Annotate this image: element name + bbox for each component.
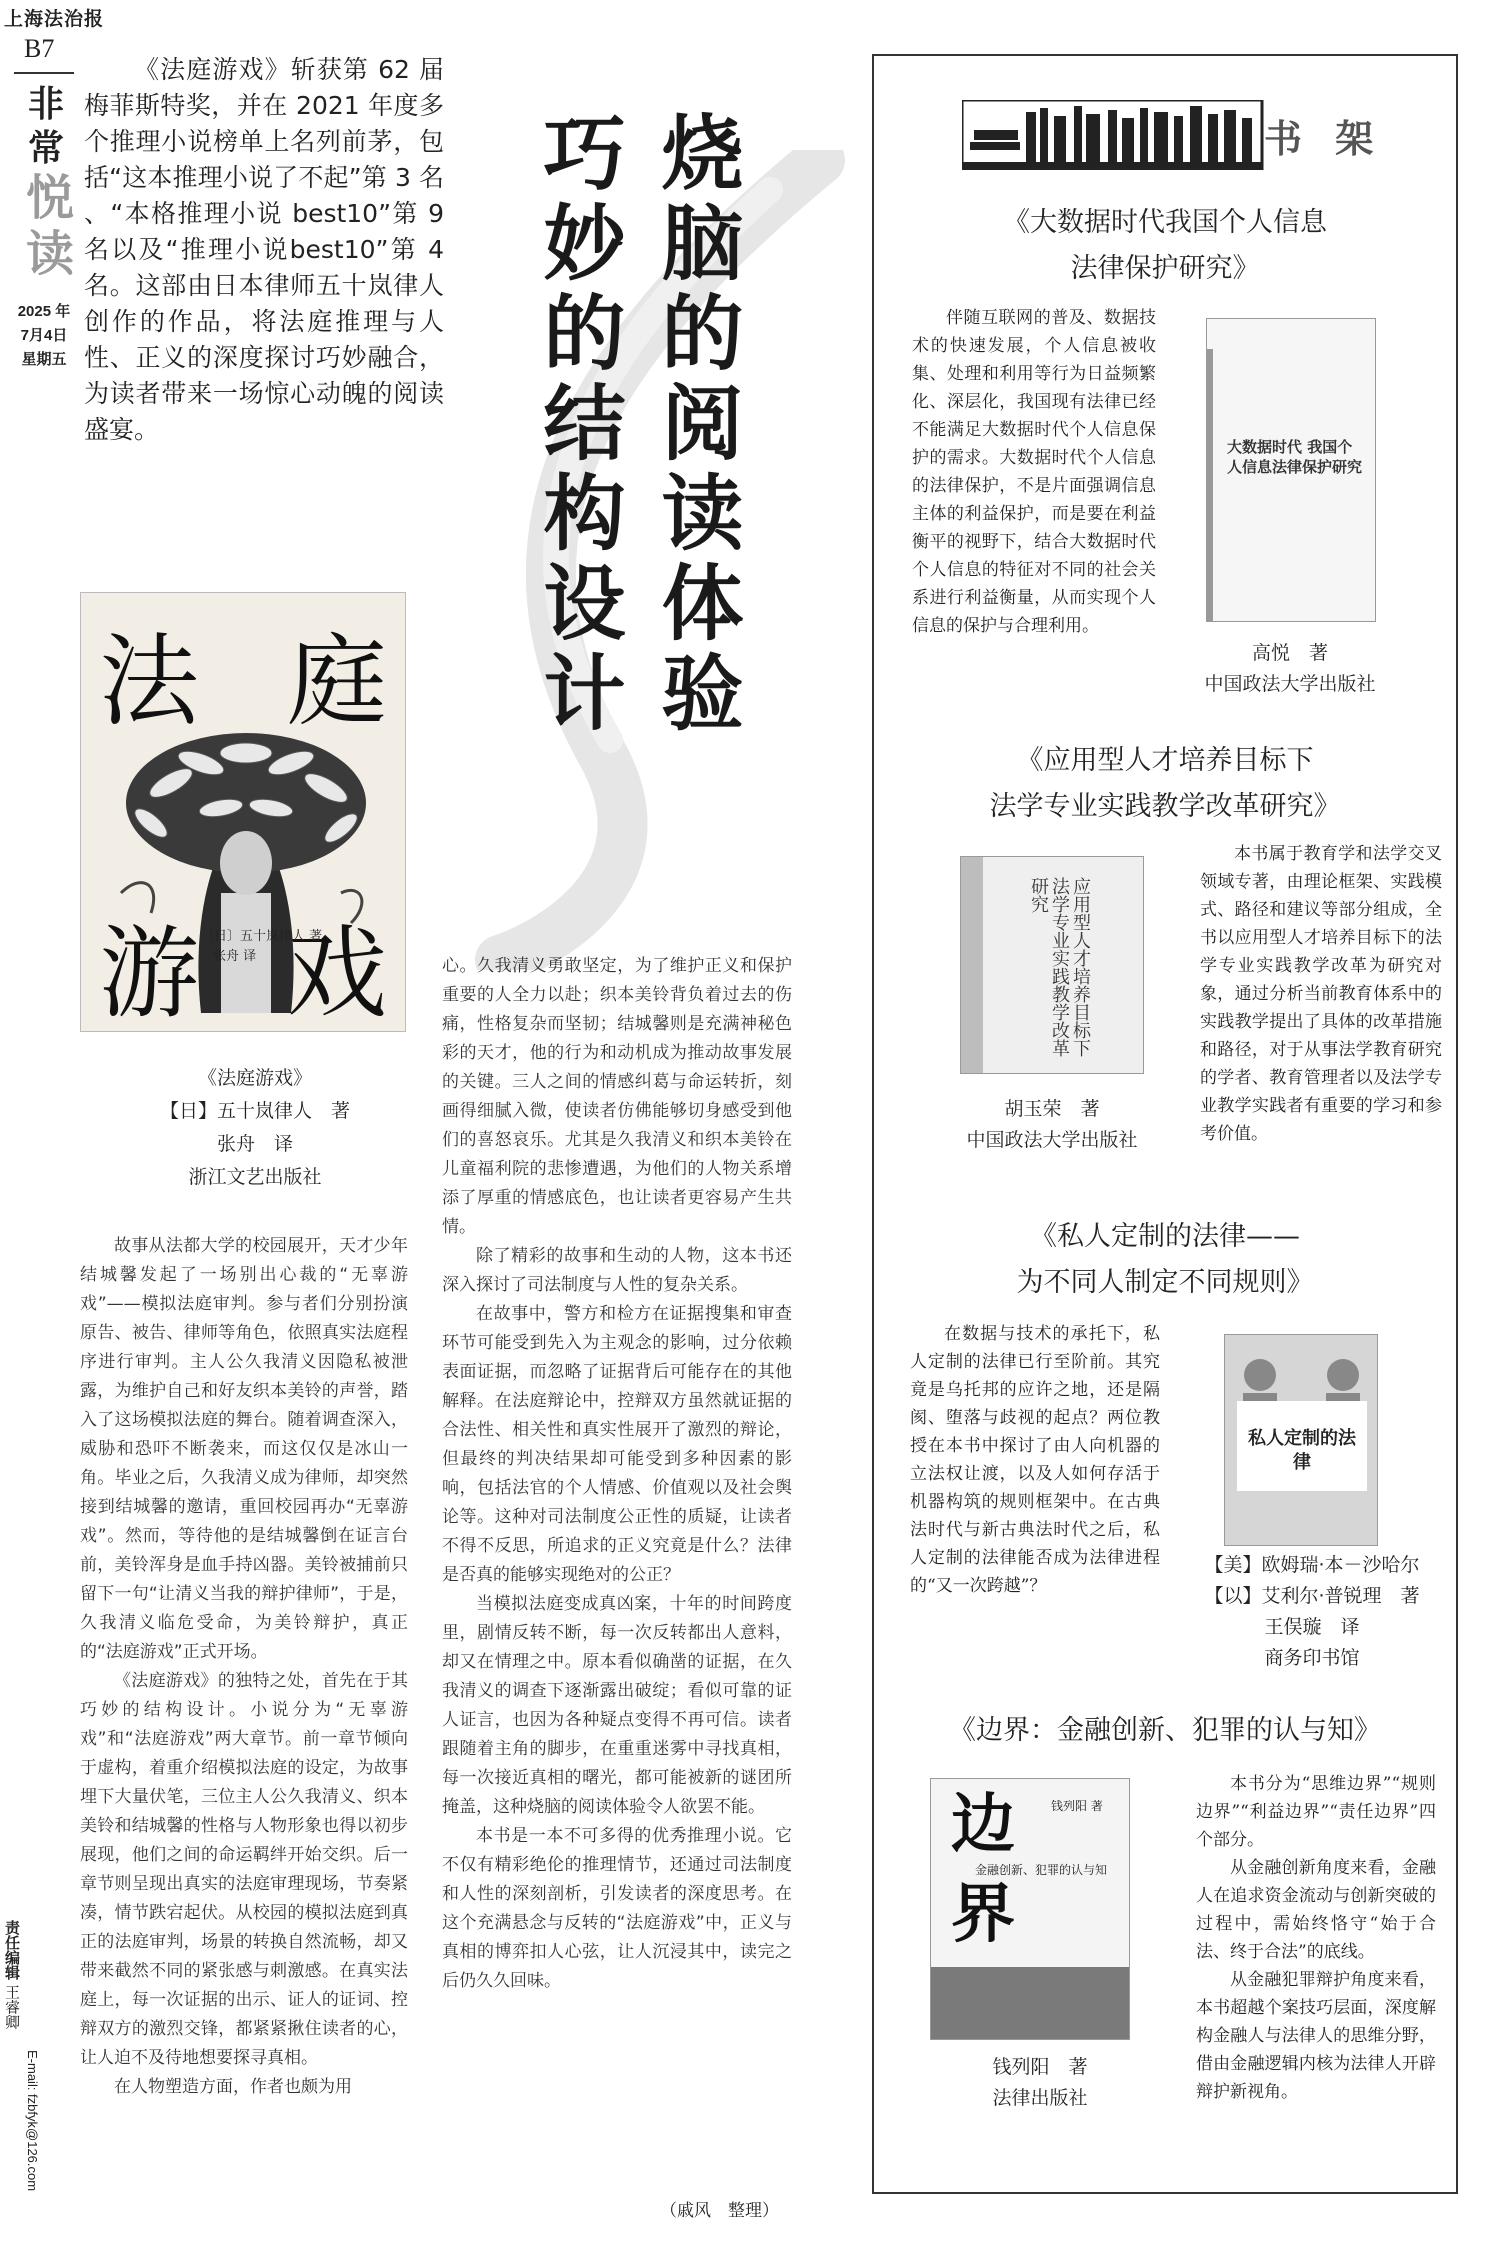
book-3-title — [900, 1214, 1430, 1306]
rail-divider — [14, 72, 74, 74]
cover-author: 〔日〕五十岚律人 著 — [201, 929, 323, 944]
book-1-title — [900, 200, 1430, 292]
book-2-author: 胡玉荣 著 — [1004, 1098, 1100, 1120]
book-1-cover — [1206, 318, 1376, 622]
paragraph: 伴随互联网的普及、数据技术的快速发展，个人信息被收集、处理和利用等行为日益频繁化、深层化，我国现有法律已经不能满足大数据时代个人信息保护的需求。大数据时代个人信息的法律保护，不是片面强调信息主体的利益保护，而是要在利益衡平的视野下，结合大数据时代个人信息的特征对不同的社会关系进行利益衡量，从而实现个人信息的保护与合理利用。 — [912, 308, 1156, 636]
date-year: 2025 年 — [17, 303, 71, 320]
section-char: 非 — [27, 83, 64, 125]
book-3-publisher: 商务印书馆 — [1264, 1647, 1360, 1669]
book-1-meta — [1170, 638, 1410, 700]
book-cover-court-game — [80, 592, 406, 1032]
book-2-publisher: 中国政法大学出版社 — [966, 1129, 1138, 1151]
book-4-cover-author: 钱列阳 著 — [1051, 1799, 1103, 1813]
main-book-translator: 张舟 译 — [216, 1133, 293, 1155]
book-1-author: 高悦 著 — [1251, 642, 1328, 664]
paragraph: 在数据与技术的承托下，私人定制的法律已行至阶前。其究竟是乌托邦的应许之地，还是隔阂、堕落与歧视的起点？两位教授在本书中探讨了由人向机器的立法权让渡，以及人如何存活于机器构筑的规则框架中。在古典法时代与新古典法时代之后，私人定制的法律能否成为法律进程的“又一次跨越”？ — [910, 1324, 1160, 1596]
section-char: 常 — [27, 127, 64, 169]
headline-line-1: 烧脑的阅读体验 — [648, 110, 744, 740]
article-intro: 《法庭游戏》斩获第 62 届梅菲斯特奖，并在 2021 年度多个推理小说榜单上名列前茅，包括“这本推理小说了不起”第 3 名 、“本格推理小说 best10”第 9 名以及“推理小说best10”第 4 名。这部由日本律师五十岚律人创作的作品，将法庭推理与人性、正义的深度探讨巧妙融合，为读者带来一场惊心动魄的阅读盛宴。 — [84, 55, 444, 444]
book-2-cover-text: 应用型人才培养目标下 法学专业实践教学改革研究 — [1028, 877, 1091, 1057]
paragraph: 本书属于教育学和法学交叉领域专著，由理论框架、实践模式、路径和建议等部分组成，全书以应用型人才培养目标下的法学专业实践教学改革为研究对象，通过分析当前教育体系中的实践教学提出了具体的改革措施和路径，对于从事法学教育研究的学者、教育管理者以及法学专业教学实践者有重要的学习和参考价值。 — [1200, 844, 1442, 1144]
paragraph: 当模拟法庭变成真凶案，十年的时间跨度里，剧情反转不断，每一次反转都出人意料，却又在情理之中。原本看似确凿的证据，在久我清义的调查下逐渐露出破绽；看似可靠的证人证言，也因为各种疑点变得不再可信。读者跟随着主角的脚步，在重重迷雾中寻找真相，每一次接近真相的曙光，都可能被新的谜团所掩盖，这种烧脑的阅读体验令人欲罢不能。 — [442, 1594, 792, 1817]
book-4-cover-big: 边 — [951, 1787, 1015, 1862]
book-3-meta — [1174, 1550, 1450, 1674]
issue-date — [14, 300, 74, 372]
cover-title-char: 法 — [99, 623, 199, 740]
book-4-author: 钱列阳 著 — [992, 2056, 1088, 2078]
paragraph: 本书是一本不可多得的优秀推理小说。它不仅有精彩绝伦的推理情节，还通过司法制度和人性的深刻剖析，引发读者的深度思考。在这个充满悬念与反转的“法庭游戏”中，正义与真相的博弈扣人心弦，让人沉浸其中，读完之后仍久久回味。 — [442, 1826, 792, 1991]
main-book-author: 【日】五十岚律人 著 — [159, 1100, 350, 1122]
book-2-title-line: 法学专业实践教学改革研究》 — [989, 791, 1341, 822]
book-3-title-line: 为不同人制定不同规则》 — [1016, 1267, 1314, 1298]
paragraph: 在人物塑造方面，作者也颇为用 — [114, 2077, 352, 2097]
cover-title-char: 游 — [99, 915, 199, 1032]
headline-line-2: 巧妙的结构设计 — [530, 110, 626, 740]
book-4-meta — [920, 2052, 1160, 2114]
book-3-cover — [1224, 1334, 1378, 1546]
editor-email: E-mail: fzbfyk@126.com — [25, 2050, 40, 2192]
book-4-title-line: 《边界：金融创新、犯罪的认与知》 — [949, 1715, 1381, 1746]
book-1-title-line: 法律保护研究》 — [1070, 253, 1260, 284]
book-4-publisher: 法律出版社 — [992, 2087, 1088, 2109]
book-4-cover — [930, 1778, 1130, 2040]
main-book-info — [100, 1062, 410, 1194]
section-char: 悦 — [26, 170, 75, 226]
book-3-description — [910, 1320, 1160, 1600]
page-number: B7 — [24, 34, 55, 63]
date-weekday: 星期五 — [21, 351, 67, 368]
editor-name: 王睿卿 — [3, 1984, 20, 2030]
paragraph: 心。久我清义勇敢坚定，为了维护正义和保护重要的人全力以赴；织本美铃背负着过去的伤痛，性格复杂而坚韧；结城馨则是充满神秘色彩的天才，他的行为和动机成为推动故事发展的关键。三人之间的情感纠葛与命运转折，刻画得细腻入微，使读者仿佛能够切身感受到他们的喜怒哀乐。尤其是久我清义和织本美铃在儿童福利院的悲惨遭遇，为他们的人物关系增添了厚重的情感底色，也让读者更容易产生共情。 — [442, 956, 792, 1237]
book-4-description — [1196, 1770, 1436, 2106]
book-2-description — [1200, 840, 1442, 1148]
article-body-column-1 — [80, 1232, 408, 2102]
article-body-column-2 — [442, 952, 792, 1996]
book-4-cover-subtitle: 金融创新、犯罪的认与知 — [974, 1863, 1107, 1877]
cover-translator: 张舟 译 — [213, 949, 257, 964]
book-3-title-line: 《私人定制的法律—— — [1030, 1221, 1300, 1252]
book-2-meta — [930, 1094, 1174, 1156]
paragraph: 《法庭游戏》的独特之处，首先在于其巧妙的结构设计。小说分为“无辜游戏”和“法庭游戏”两大章节。前一章节倾向于虚构，着重介绍模拟法庭的设定，为故事埋下大量伏笔，三位主人公久我清义、织本美铃和结城馨的性格与人物形象也得以初步展现，他们之间的命运羁绊开始交织。后一章节则呈现出真实的法庭审理现场，节奏紧凑，情节跌宕起伏。从校园的模拟法庭到真正的法庭审判，场景的转换自然流畅，却又带来截然不同的紧张感与刺激感。在真实法庭上，每一次证据的出示、证人的证词、控辩双方的激烈交锋，都紧紧揪住读者的心，让人迫不及待地想要探寻真相。 — [80, 1671, 408, 2068]
paragraph: 除了精彩的故事和生动的人物，这本书还深入探讨了司法制度与人性的复杂关系。 — [442, 1246, 792, 1295]
book-1-title-line: 《大数据时代我国个人信息 — [1003, 207, 1327, 238]
editor-credit — [0, 1920, 22, 2029]
date-day: 7月4日 — [20, 327, 68, 344]
cover-title-char: 戏 — [287, 915, 387, 1032]
book-1-publisher: 中国政法大学出版社 — [1204, 673, 1376, 695]
bookshelf-label: 书 架 — [1264, 116, 1384, 161]
paragraph: 从金融犯罪辩护角度来看，本书超越个案技巧层面，深度解构金融人与法律人的思维分野，借由金融逻辑内核为法律人开辟辩护新视角。 — [1196, 1970, 1436, 2102]
paragraph: 本书分为“思维边界”“规则边界”“利益边界”“责任边界”四个部分。 — [1196, 1774, 1436, 1850]
book-2-title-line: 《应用型人才培养目标下 — [1016, 745, 1314, 776]
editor-label: 责任编辑 — [3, 1920, 20, 1980]
book-4-cover-big: 界 — [951, 1877, 1015, 1952]
book-4-title — [900, 1708, 1430, 1754]
book-1-cover-text: 大数据时代 我国个人信息法律保护研究 — [1227, 438, 1363, 476]
section-char: 读 — [26, 226, 75, 282]
book-2-title — [900, 738, 1430, 830]
book-3-author: 【美】欧姆瑞·本－沙哈尔 — [1204, 1554, 1420, 1576]
book-2-cover — [960, 856, 1144, 1074]
book-3-author: 【以】艾利尔·普锐理 著 — [1204, 1585, 1420, 1607]
book-3-translator: 王俣璇 译 — [1264, 1616, 1360, 1638]
paragraph: 从金融创新角度来看，金融人在追求资金流动与创新突破的过程中，需始终恪守“始于合法、终于合法”的底线。 — [1196, 1858, 1436, 1962]
paragraph: 故事从法都大学的校园展开，天才少年结城馨发起了一场别出心裁的“无辜游戏”——模拟法庭审判。参与者们分别扮演原告、被告、律师等角色，依照真实法庭程序进行审判。主人公久我清义因隐私被泄露，为维护自己和好友织本美铃的声誉，踏入了这场模拟法庭的舞台。随着调查深入，威胁和恐吓不断袭来，而这仅仅是冰山一角。毕业之后，久我清义成为律师，却突然接到结城馨的邀请，重回校园再办“无辜游戏”。然而，等待他的是结城馨倒在证言台前，美铃浑身是血手持凶器。美铃被捕前只留下一句“让清义当我的辩护律师”，于是，久我清义临危受命，为美铃辩护，真正的“法庭游戏”正式开场。 — [80, 1236, 408, 1662]
cover-title-char: 庭 — [287, 623, 387, 740]
main-book-title: 《法庭游戏》 — [197, 1067, 312, 1089]
book-3-cover-text: 私人定制的法律 — [1248, 1428, 1356, 1473]
article-signature: （戚风 整理） — [660, 2201, 779, 2221]
main-book-publisher: 浙江文艺出版社 — [188, 1166, 322, 1188]
newspaper-masthead: 上海法治报 — [4, 8, 105, 30]
book-1-description — [912, 304, 1156, 640]
paragraph: 在故事中，警方和检方在证据搜集和审查环节可能受到先入为主观念的影响，过分依赖表面证据，而忽略了证据背后可能存在的其他解释。在法庭辩论中，控辩双方虽然就证据的合法性、相关性和真实性展开了激烈的辩论，但最终的判决结果却可能受到多种因素的影响，包括法官的个人情感、价值观以及社会舆论等。这种对司法制度公正性的质疑，让读者不得不反思，所追求的正义究竟是什么？法律是否真的能够实现绝对的公正？ — [442, 1304, 792, 1585]
section-name — [26, 82, 75, 282]
